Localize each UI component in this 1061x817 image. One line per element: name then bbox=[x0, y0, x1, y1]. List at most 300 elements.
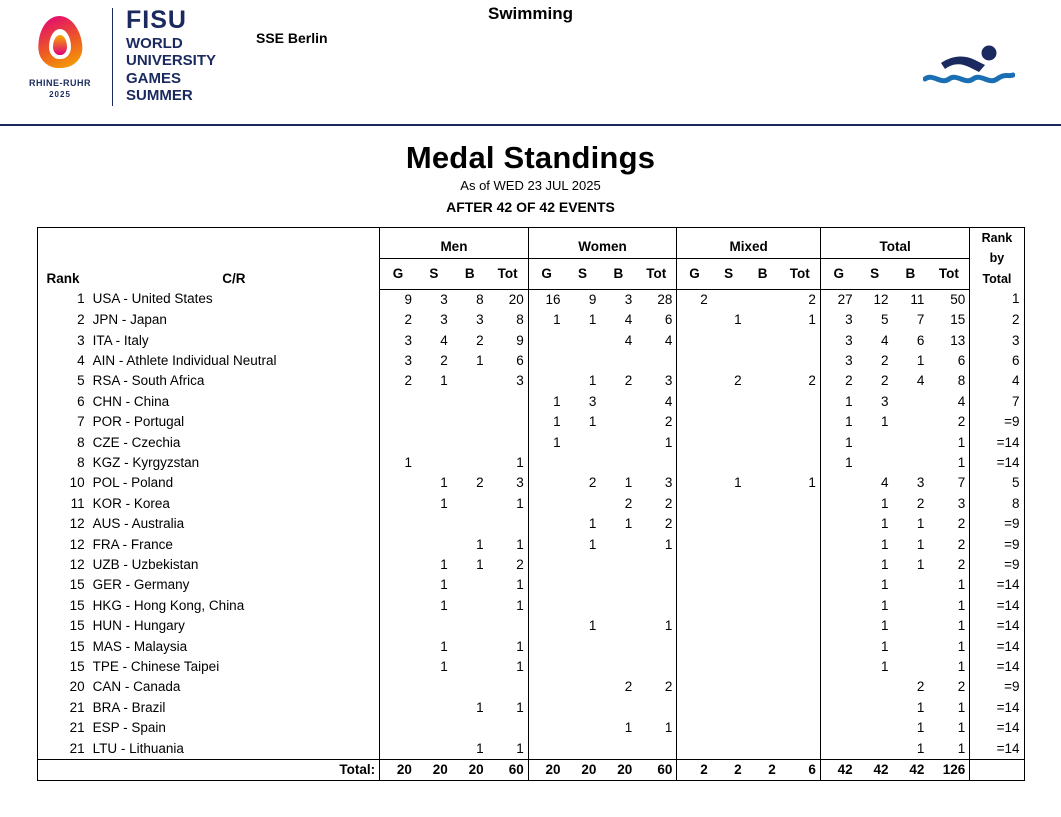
table-row bbox=[37, 310, 1024, 330]
cell-rank-by-total: =9 bbox=[970, 535, 1024, 555]
cell-total-total: 8 bbox=[957, 373, 966, 389]
cell-women-bronze bbox=[600, 575, 636, 595]
cell-total-bronze: 1 bbox=[916, 740, 925, 756]
cell-women-silver: 2 bbox=[588, 475, 597, 491]
cell-mixed-gold bbox=[677, 616, 712, 636]
totals-men-gold: 20 bbox=[380, 760, 416, 781]
cell-women-total bbox=[636, 596, 677, 616]
cell-mixed-bronze bbox=[746, 739, 780, 760]
cell-women-silver: 1 bbox=[588, 536, 597, 552]
cell-men-gold bbox=[380, 596, 416, 616]
cell-men-silver bbox=[416, 535, 452, 555]
cell-rank-by-total: =14 bbox=[970, 433, 1024, 453]
cell-men-gold: 2 bbox=[380, 310, 416, 330]
cell-total-gold bbox=[820, 596, 856, 616]
cell-women-gold bbox=[528, 371, 564, 391]
cell-total-silver bbox=[857, 677, 893, 697]
cell-men-silver: 3 bbox=[440, 291, 448, 307]
cell-total-gold: 3 bbox=[820, 310, 856, 330]
cell-men-silver bbox=[416, 433, 452, 453]
cell-women-silver bbox=[565, 596, 601, 616]
cell-women-bronze: 2 bbox=[624, 373, 633, 389]
cell-men-total bbox=[488, 616, 529, 636]
cell-mixed-gold bbox=[677, 575, 712, 595]
cell-total-bronze: 2 bbox=[916, 495, 925, 511]
table-body bbox=[37, 289, 1024, 759]
cell-country: AIN - Athlete Individual Neutral bbox=[92, 352, 277, 368]
cell-women-total: 1 bbox=[664, 536, 673, 552]
cell-women-silver bbox=[565, 698, 601, 718]
cell-men-total: 1 bbox=[516, 638, 524, 654]
cell-total-gold bbox=[820, 616, 856, 636]
cell-rank: 3 bbox=[77, 332, 85, 348]
cell-rank-by-total: 3 bbox=[970, 331, 1024, 351]
cell-men-bronze bbox=[452, 494, 488, 514]
cell-total-total: 2 bbox=[957, 679, 966, 695]
cell-mixed-total bbox=[780, 657, 821, 677]
header-cr: C/R bbox=[222, 270, 246, 286]
cell-women-total: 1 bbox=[664, 618, 673, 634]
totals-label: Total: bbox=[37, 760, 380, 781]
cell-mixed-total bbox=[780, 616, 821, 636]
cell-total-gold bbox=[820, 473, 856, 493]
cell-mixed-bronze bbox=[746, 494, 780, 514]
cell-total-gold bbox=[820, 575, 856, 595]
cell-men-bronze bbox=[452, 412, 488, 432]
cell-total-bronze bbox=[893, 392, 929, 412]
cell-mixed-gold bbox=[677, 494, 712, 514]
rhine-logo-line1: RHINE-RUHR bbox=[29, 78, 91, 89]
cell-rank: 1 bbox=[77, 291, 85, 307]
cell-total-bronze bbox=[893, 575, 929, 595]
cell-men-silver: 3 bbox=[440, 312, 448, 328]
cell-country: HKG - Hong Kong, China bbox=[92, 597, 245, 613]
table-row bbox=[37, 473, 1024, 493]
header-women-gold: G bbox=[528, 258, 564, 289]
cell-men-gold bbox=[380, 739, 416, 760]
totals-rank-by-total bbox=[970, 760, 1024, 781]
cell-mixed-gold bbox=[677, 677, 712, 697]
cell-mixed-bronze bbox=[746, 596, 780, 616]
cell-rank-by-total: 4 bbox=[970, 371, 1024, 391]
totals-women-silver: 20 bbox=[565, 760, 601, 781]
cell-men-bronze: 2 bbox=[476, 332, 484, 348]
table-row bbox=[37, 637, 1024, 657]
cell-rank: 12 bbox=[69, 536, 85, 552]
cell-women-bronze: 2 bbox=[624, 679, 633, 695]
table-row bbox=[37, 514, 1024, 534]
cell-mixed-silver bbox=[712, 331, 746, 351]
cell-women-bronze bbox=[600, 453, 636, 473]
cell-total-total: 15 bbox=[950, 312, 966, 328]
cell-total-total: 13 bbox=[950, 332, 966, 348]
cell-women-gold: 1 bbox=[528, 412, 564, 432]
totals-total-silver: 42 bbox=[857, 760, 893, 781]
cell-total-bronze: 1 bbox=[916, 536, 925, 552]
cell-mixed-bronze bbox=[746, 698, 780, 718]
cell-mixed-silver bbox=[712, 494, 746, 514]
cell-men-silver: 2 bbox=[440, 352, 448, 368]
totals-men-bronze: 20 bbox=[452, 760, 488, 781]
cell-men-total: 1 bbox=[516, 597, 524, 613]
cell-mixed-bronze bbox=[746, 535, 780, 555]
cell-total-bronze: 11 bbox=[910, 291, 925, 307]
cell-total-bronze bbox=[893, 637, 929, 657]
cell-total-silver: 5 bbox=[881, 312, 889, 328]
cell-total-silver: 1 bbox=[881, 557, 889, 572]
cell-women-gold bbox=[528, 453, 564, 473]
cell-men-bronze bbox=[452, 718, 488, 738]
cell-total-bronze: 1 bbox=[916, 557, 925, 572]
cell-women-gold bbox=[528, 494, 564, 514]
cell-mixed-total: 2 bbox=[808, 373, 816, 389]
cell-total-bronze: 1 bbox=[916, 352, 925, 368]
cell-mixed-silver bbox=[712, 555, 746, 575]
cell-men-gold bbox=[380, 392, 416, 412]
cell-total-gold bbox=[820, 739, 856, 760]
cell-total-gold bbox=[820, 555, 856, 575]
cell-total-silver: 1 bbox=[881, 536, 889, 552]
cell-rank-by-total: 5 bbox=[970, 473, 1024, 493]
table-row bbox=[37, 351, 1024, 371]
cell-total-silver: 2 bbox=[881, 373, 889, 389]
cell-women-silver bbox=[565, 718, 601, 738]
cell-men-total: 8 bbox=[516, 312, 524, 328]
cell-country: HUN - Hungary bbox=[92, 618, 185, 634]
cell-rank: 5 bbox=[77, 373, 85, 389]
cell-total-gold: 1 bbox=[820, 433, 856, 453]
cell-total-bronze: 7 bbox=[916, 312, 925, 328]
cell-women-silver: 1 bbox=[588, 312, 597, 328]
cell-mixed-gold bbox=[677, 739, 712, 760]
cell-mixed-silver: 1 bbox=[734, 475, 742, 491]
cell-total-total: 1 bbox=[957, 618, 966, 634]
cell-mixed-gold bbox=[677, 473, 712, 493]
table-row bbox=[37, 677, 1024, 697]
header-mixed-gold: G bbox=[677, 258, 712, 289]
cell-total-silver bbox=[857, 698, 893, 718]
cell-mixed-silver bbox=[712, 677, 746, 697]
cell-men-silver: 1 bbox=[440, 577, 448, 593]
cell-men-bronze: 1 bbox=[476, 352, 484, 368]
cell-mixed-gold bbox=[677, 433, 712, 453]
cell-women-gold bbox=[528, 637, 564, 657]
cell-men-bronze: 2 bbox=[476, 475, 484, 491]
cell-mixed-bronze bbox=[746, 371, 780, 391]
cell-women-total: 28 bbox=[657, 291, 673, 307]
cell-total-silver bbox=[857, 739, 893, 760]
cell-men-total: 9 bbox=[516, 332, 524, 348]
table-head bbox=[37, 228, 1024, 290]
header-women-total: Tot bbox=[636, 258, 677, 289]
rhine-logo-line2: 2025 bbox=[49, 89, 71, 99]
cell-women-bronze bbox=[600, 392, 636, 412]
cell-men-total: 20 bbox=[508, 291, 524, 307]
cell-total-silver: 1 bbox=[881, 516, 889, 532]
cell-mixed-bronze bbox=[746, 473, 780, 493]
cell-country: UZB - Uzbekistan bbox=[92, 557, 199, 572]
cell-country: CHN - China bbox=[92, 393, 170, 409]
cell-women-bronze: 4 bbox=[624, 312, 633, 328]
cell-women-gold bbox=[528, 514, 564, 534]
cell-women-silver: 1 bbox=[588, 373, 597, 389]
cell-rank-by-total: =14 bbox=[970, 453, 1024, 473]
cell-women-total: 1 bbox=[664, 434, 673, 450]
cell-total-bronze: 4 bbox=[916, 373, 925, 389]
cell-mixed-total bbox=[780, 739, 821, 760]
totals-row bbox=[37, 760, 1024, 781]
cell-rank: 12 bbox=[69, 516, 85, 532]
header-total-silver: S bbox=[857, 258, 893, 289]
cell-men-total: 1 bbox=[516, 740, 524, 756]
cell-mixed-total bbox=[780, 392, 821, 412]
cell-women-silver bbox=[565, 433, 601, 453]
cell-total-total: 2 bbox=[957, 414, 966, 430]
cell-mixed-silver bbox=[712, 698, 746, 718]
cell-total-gold bbox=[820, 637, 856, 657]
cell-men-bronze bbox=[452, 677, 488, 697]
cell-country: USA - United States bbox=[92, 291, 213, 307]
cell-women-bronze: 1 bbox=[624, 475, 633, 491]
cell-men-total: 1 bbox=[516, 577, 524, 593]
table-row bbox=[37, 331, 1024, 351]
table-foot bbox=[37, 760, 1024, 781]
cell-rank-by-total: =14 bbox=[970, 637, 1024, 657]
cell-men-gold bbox=[380, 575, 416, 595]
cell-men-silver bbox=[416, 718, 452, 738]
header-men-silver: S bbox=[416, 258, 452, 289]
cell-mixed-total: 2 bbox=[808, 291, 816, 307]
cell-total-silver: 12 bbox=[873, 291, 889, 307]
cell-rank-by-total: =14 bbox=[970, 575, 1024, 595]
cell-men-gold bbox=[380, 698, 416, 718]
cell-men-bronze bbox=[452, 575, 488, 595]
cell-mixed-total: 1 bbox=[808, 475, 816, 491]
table-row bbox=[37, 412, 1024, 432]
cell-total-total: 1 bbox=[957, 454, 966, 470]
sport-title: Swimming bbox=[487, 4, 573, 23]
cell-mixed-silver bbox=[712, 657, 746, 677]
medal-standings-table-wrap bbox=[37, 227, 1025, 781]
cell-mixed-silver: 1 bbox=[734, 312, 742, 328]
cell-men-bronze bbox=[452, 433, 488, 453]
cell-men-gold bbox=[380, 494, 416, 514]
cell-women-gold bbox=[528, 351, 564, 371]
cell-mixed-bronze bbox=[746, 310, 780, 330]
cell-women-gold: 1 bbox=[528, 310, 564, 330]
cell-women-total: 3 bbox=[664, 475, 673, 491]
cell-rank: 7 bbox=[77, 414, 85, 430]
cell-country: ESP - Spain bbox=[92, 720, 166, 736]
cell-rank: 8 bbox=[77, 434, 85, 450]
cell-mixed-silver bbox=[712, 616, 746, 636]
cell-mixed-total bbox=[780, 433, 821, 453]
cell-women-bronze bbox=[600, 616, 636, 636]
cell-men-total: 1 bbox=[516, 699, 524, 715]
cell-rank: 10 bbox=[69, 475, 85, 491]
cell-men-total bbox=[488, 412, 529, 432]
table-row bbox=[37, 494, 1024, 514]
group-header-row bbox=[37, 228, 1024, 259]
cell-men-bronze bbox=[452, 596, 488, 616]
cell-mixed-bronze bbox=[746, 453, 780, 473]
page-header bbox=[0, 0, 1061, 126]
cell-women-gold bbox=[528, 718, 564, 738]
cell-rank-by-total: =14 bbox=[970, 596, 1024, 616]
cell-men-gold bbox=[380, 637, 416, 657]
cell-country: KGZ - Kyrgyzstan bbox=[92, 454, 200, 470]
cell-total-silver: 1 bbox=[881, 659, 889, 675]
cell-men-total bbox=[488, 718, 529, 738]
cell-mixed-bronze bbox=[746, 718, 780, 738]
cell-women-total: 2 bbox=[664, 679, 673, 695]
cell-mixed-total bbox=[780, 555, 821, 575]
cell-mixed-silver bbox=[712, 637, 746, 657]
totals-total-bronze: 42 bbox=[893, 760, 929, 781]
cell-men-bronze bbox=[452, 514, 488, 534]
cell-rank-by-total: =14 bbox=[970, 657, 1024, 677]
cell-women-silver bbox=[565, 331, 601, 351]
totals-women-gold: 20 bbox=[528, 760, 564, 781]
cell-men-total: 3 bbox=[516, 373, 524, 389]
cell-women-total bbox=[636, 739, 677, 760]
cell-men-silver bbox=[416, 739, 452, 760]
as-of-date: As of WED 23 JUL 2025 bbox=[460, 178, 601, 193]
table-row bbox=[37, 453, 1024, 473]
cell-total-silver: 1 bbox=[881, 414, 889, 430]
cell-women-bronze bbox=[600, 535, 636, 555]
cell-women-gold bbox=[528, 616, 564, 636]
cell-mixed-silver bbox=[712, 351, 746, 371]
cell-total-bronze bbox=[893, 596, 929, 616]
table-row bbox=[37, 739, 1024, 760]
cell-men-gold: 3 bbox=[380, 351, 416, 371]
cell-mixed-total bbox=[780, 575, 821, 595]
cell-total-total: 1 bbox=[957, 740, 966, 756]
cell-mixed-total bbox=[780, 412, 821, 432]
cell-rank-by-total: =9 bbox=[970, 677, 1024, 697]
header-group-men: Men bbox=[380, 228, 529, 259]
cell-total-total: 2 bbox=[957, 516, 966, 532]
totals-mixed-bronze: 2 bbox=[746, 760, 780, 781]
cell-rank-by-total: =9 bbox=[970, 412, 1024, 432]
cell-rank: 15 bbox=[69, 638, 85, 654]
cell-mixed-bronze bbox=[746, 637, 780, 657]
cell-total-total: 1 bbox=[957, 699, 966, 715]
cell-rank-by-total: =14 bbox=[970, 616, 1024, 636]
cell-women-silver bbox=[565, 453, 601, 473]
cell-rank-by-total: 6 bbox=[970, 351, 1024, 371]
cell-women-total: 3 bbox=[664, 373, 673, 389]
table-row bbox=[37, 392, 1024, 412]
cell-country: RSA - South Africa bbox=[92, 373, 205, 389]
rank-by-total-line1: Rank bbox=[981, 231, 1013, 245]
cell-men-total: 1 bbox=[516, 536, 524, 552]
header-rank-by-total bbox=[970, 228, 1024, 290]
cell-total-gold: 1 bbox=[820, 412, 856, 432]
title-area bbox=[0, 140, 1061, 215]
table-row bbox=[37, 596, 1024, 616]
cell-total-gold: 3 bbox=[820, 351, 856, 371]
cell-mixed-silver bbox=[712, 433, 746, 453]
cell-total-gold bbox=[820, 698, 856, 718]
header-total-bronze: B bbox=[893, 258, 929, 289]
cell-total-silver: 1 bbox=[881, 495, 889, 511]
cell-women-gold bbox=[528, 473, 564, 493]
cell-total-silver: 4 bbox=[881, 475, 889, 491]
cell-men-silver bbox=[416, 616, 452, 636]
cell-country: AUS - Australia bbox=[92, 516, 185, 532]
cell-men-bronze: 1 bbox=[476, 536, 484, 552]
cell-country: CAN - Canada bbox=[92, 679, 181, 695]
cell-rank: 15 bbox=[69, 659, 85, 675]
rank-by-total-line2: by bbox=[989, 251, 1005, 266]
cell-rank-by-total: =14 bbox=[970, 698, 1024, 718]
cell-mixed-gold bbox=[677, 331, 712, 351]
cell-women-silver bbox=[565, 739, 601, 760]
cell-men-gold bbox=[380, 535, 416, 555]
cell-men-silver bbox=[416, 392, 452, 412]
cell-women-bronze: 4 bbox=[624, 332, 633, 348]
cell-women-total bbox=[636, 351, 677, 371]
cell-country: TPE - Chinese Taipei bbox=[92, 659, 220, 675]
cell-total-gold bbox=[820, 494, 856, 514]
fisu-line-university: UNIVERSITY bbox=[126, 52, 217, 70]
cell-rank-by-total: =9 bbox=[970, 555, 1024, 575]
cell-mixed-bronze bbox=[746, 289, 780, 310]
header-group-mixed: Mixed bbox=[677, 228, 820, 259]
cell-women-gold bbox=[528, 555, 564, 575]
cell-men-gold bbox=[380, 514, 416, 534]
cell-men-total: 1 bbox=[516, 659, 524, 675]
cell-men-silver bbox=[416, 514, 452, 534]
cell-women-gold bbox=[528, 698, 564, 718]
cell-men-bronze bbox=[452, 453, 488, 473]
cell-rank: 21 bbox=[69, 699, 85, 715]
cell-men-gold bbox=[380, 412, 416, 432]
cell-rank: 6 bbox=[77, 393, 85, 409]
cell-men-total bbox=[488, 392, 529, 412]
cell-total-silver bbox=[857, 718, 893, 738]
cell-men-gold bbox=[380, 616, 416, 636]
cell-mixed-bronze bbox=[746, 514, 780, 534]
cell-rank: 21 bbox=[69, 740, 85, 756]
cell-total-bronze bbox=[893, 412, 929, 432]
cell-women-silver: 1 bbox=[588, 414, 597, 430]
totals-total-total: 126 bbox=[928, 760, 969, 781]
cell-women-silver: 1 bbox=[588, 618, 597, 634]
events-status: AFTER 42 OF 42 EVENTS bbox=[446, 199, 615, 215]
page-title: Medal Standings bbox=[405, 140, 656, 175]
venue-label: SSE Berlin bbox=[256, 30, 328, 46]
cell-mixed-gold bbox=[677, 371, 712, 391]
table-row bbox=[37, 433, 1024, 453]
cell-total-total: 4 bbox=[957, 393, 966, 409]
cell-mixed-bronze bbox=[746, 657, 780, 677]
cell-rank: 15 bbox=[69, 577, 85, 593]
cell-men-total: 1 bbox=[516, 495, 524, 511]
cell-total-gold: 2 bbox=[820, 371, 856, 391]
cell-mixed-silver bbox=[712, 514, 746, 534]
cell-women-gold bbox=[528, 677, 564, 697]
cell-rank: 15 bbox=[69, 618, 85, 634]
cell-mixed-gold: 2 bbox=[677, 289, 712, 310]
cell-mixed-gold bbox=[677, 657, 712, 677]
cell-men-silver: 1 bbox=[440, 475, 448, 491]
cell-men-gold bbox=[380, 718, 416, 738]
cell-women-gold bbox=[528, 657, 564, 677]
cell-mixed-silver bbox=[712, 453, 746, 473]
